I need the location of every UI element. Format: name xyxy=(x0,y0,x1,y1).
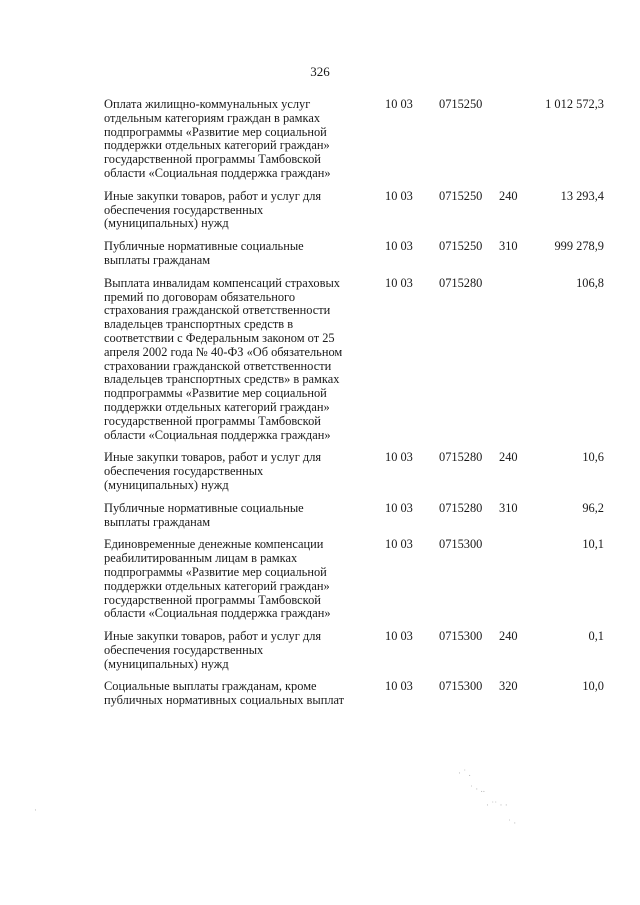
page-number: 326 xyxy=(310,64,330,79)
row-expense: 310 xyxy=(499,500,518,515)
row-section: 10 03 xyxy=(385,537,413,552)
row-section: 10 03 xyxy=(385,629,413,644)
scan-speck: · ˙ . xyxy=(458,768,471,778)
table-row xyxy=(104,680,604,708)
row-target: 0715250 xyxy=(439,239,483,254)
row-expense: 240 xyxy=(499,629,518,644)
row-expense: 240 xyxy=(499,188,518,203)
table-row xyxy=(104,98,604,181)
budget-table xyxy=(104,98,604,717)
row-section: 10 03 xyxy=(385,450,413,465)
row-section: 10 03 xyxy=(385,188,413,203)
row-target: 0715250 xyxy=(439,188,483,203)
row-amount: 10,1 xyxy=(582,537,604,552)
row-name: Иные закупки товаров, работ и услуг для обеспечения государственных (муниципальных) нужд xyxy=(104,629,322,671)
row-name: Публичные нормативные социальные выплаты гражданам xyxy=(104,500,304,529)
row-target: 0715280 xyxy=(439,500,483,515)
table-row xyxy=(104,277,604,443)
table-row xyxy=(104,502,604,530)
row-name: Оплата жилищно-коммунальных услуг отдельным категориям граждан в рамках подпрограммы «Развитие мер социальной поддержки отдельных категорий граждан» государственной программы Тамбовской области «Социальная поддержка граждан» xyxy=(104,97,331,180)
row-name: Публичные нормативные социальные выплаты гражданам xyxy=(104,239,304,267)
row-expense: 310 xyxy=(499,239,518,254)
row-amount: 10,6 xyxy=(582,450,604,465)
row-name: Социальные выплаты гражданам, кроме публичных нормативных социальных выплат xyxy=(104,679,345,708)
row-amount: 96,2 xyxy=(582,500,604,515)
table-row xyxy=(104,630,604,671)
row-section: 10 03 xyxy=(385,500,413,515)
row-target: 0715300 xyxy=(439,679,483,694)
row-amount: 13 293,4 xyxy=(560,188,604,203)
table-row xyxy=(104,451,604,492)
row-amount: 1 012 572,3 xyxy=(545,97,604,111)
scan-speck: · xyxy=(34,805,37,815)
row-amount: 999 278,9 xyxy=(554,239,604,254)
row-target: 0715280 xyxy=(439,275,483,290)
row-name: Иные закупки товаров, работ и услуг для обеспечения государственных (муниципальных) нужд xyxy=(104,188,322,231)
row-section: 10 03 xyxy=(385,679,413,694)
table-row xyxy=(104,538,604,621)
row-name: Единовременные денежные компенсации реабилитированным лицам в рамках подпрограммы «Развитие мер социальной поддержки отдельных категорий граждан» государственной программы Тамбовской области «Социальная поддержка граждан» xyxy=(104,537,331,621)
row-amount: 10,0 xyxy=(582,679,604,694)
row-section: 10 03 xyxy=(385,275,413,290)
row-expense: 240 xyxy=(499,450,518,465)
row-target: 0715250 xyxy=(439,97,483,111)
table-row xyxy=(104,240,604,268)
row-target: 0715300 xyxy=(439,629,483,644)
row-section: 10 03 xyxy=(385,97,413,111)
row-target: 0715300 xyxy=(439,537,483,552)
row-target: 0715280 xyxy=(439,450,483,465)
scan-speck: ˙ · xyxy=(508,818,517,828)
scan-speck: ˙ · .. xyxy=(470,784,485,794)
row-name: Иные закупки товаров, работ и услуг для обеспечения государственных (муниципальных) нужд xyxy=(104,450,322,492)
row-section: 10 03 xyxy=(385,239,413,254)
row-amount: 106,8 xyxy=(576,275,604,290)
row-name: Выплата инвалидам компенсаций страховых премий по договорам обязательного страхования гражданской ответственности владельцев транспортных средств в соответствии с Федеральным законом от 25 апреля 2002 года № 40-ФЗ «Об обязательном страховании гражданской ответственности владельцев транспортных средств» в рамках подпрограммы «Развитие мер социальной поддержки отдельных категорий граждан» государственной программы Тамбовской области «Социальная поддержка граждан» xyxy=(104,275,343,442)
row-expense: 320 xyxy=(499,679,518,694)
row-amount: 0,1 xyxy=(588,629,604,644)
scan-speck: · ˙˙ · · xyxy=(486,800,508,810)
table-row xyxy=(104,190,604,231)
